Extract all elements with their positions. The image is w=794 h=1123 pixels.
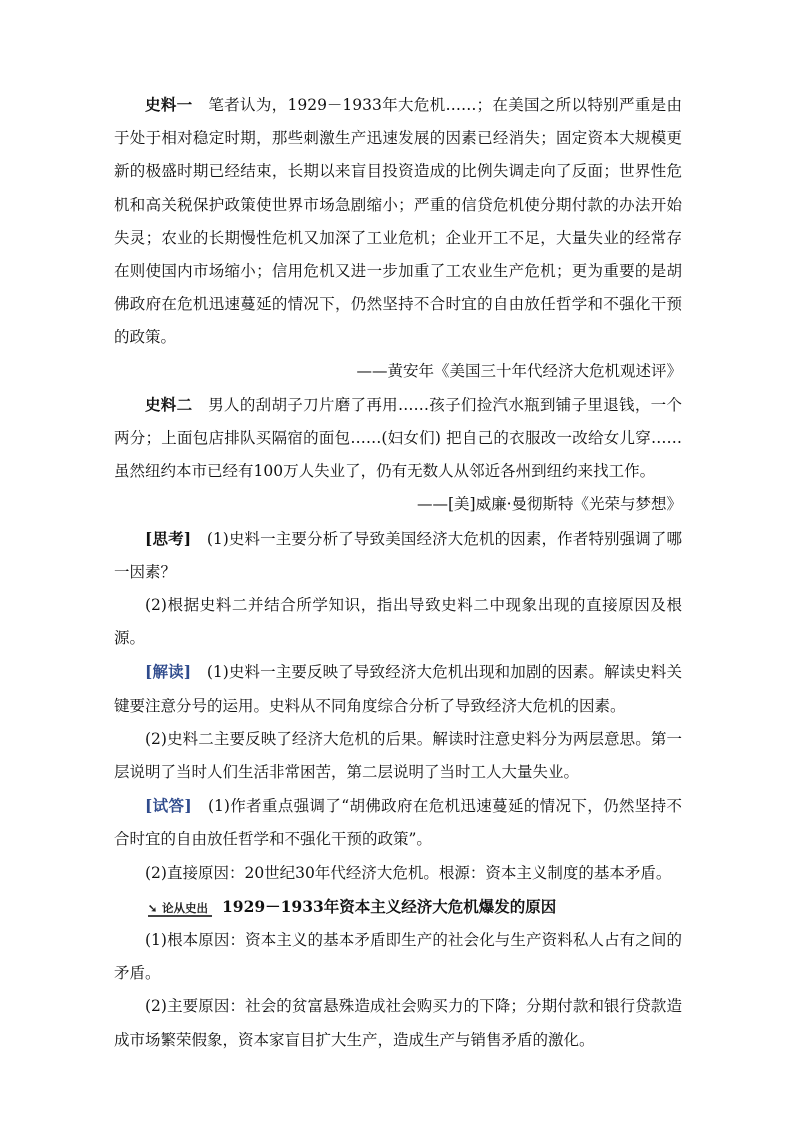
read-tag: [解读] bbox=[145, 662, 192, 682]
answer-paragraph-one bbox=[114, 789, 682, 856]
source-one-label: 史料一 bbox=[145, 95, 193, 114]
lun-badge bbox=[148, 901, 212, 917]
source-one-paragraph bbox=[114, 88, 682, 355]
answer-paragraph-two: (2)直接原因：20世纪30年代经济大危机。根源：资本主义制度的基本矛盾。 bbox=[145, 863, 672, 882]
read-paragraph-one bbox=[114, 655, 682, 722]
read-p1-text: (1)史料一主要反映了导致经济大危机出现和加剧的因素。解读史料关键要注意分号的运用。史料从不同角度综合分析了导致经济大危机的因素。 bbox=[114, 663, 682, 715]
read-paragraph-two: (2)史料二主要反映了经济大危机的后果。解读时注意史料分为两层意思。第一层说明了当时人们生活非常困苦，第二层说明了当时工人大量失业。 bbox=[114, 729, 682, 782]
think-q1-text: (1)史料一主要分析了导致美国经济大危机的因素，作者特别强调了哪一因素？ bbox=[114, 529, 682, 581]
think-question-two: (2)根据史料二并结合所学知识，指出导致史料二中现象出现的直接原因及根源。 bbox=[114, 596, 682, 648]
source-one-text: 笔者认为，1929－1933年大危机……；在美国之所以特别严重是由于处于相对稳定时期，那些刺激生产迅速发展的因素已经消失；固定资本大规模更新的极盛时期已经结束，长期以来盲目投资造成的比例失调走向了反面；世界性危机和高关税保护政策使世界市场急剧缩小；严重的信贷危机使分期付款的办法开始失灵；农业的长期慢性危机又加深了工业危机；企业开工不足，大量失业的经常存在则使国内市场缩小；信用危机又进一步加重了工农业生产危机；更为重要的是胡佛政府在危机迅速蔓延的情况下，仍然坚持不合时宜的自由放任哲学和不强化干预的政策。 bbox=[114, 96, 682, 347]
document-body bbox=[114, 88, 682, 1057]
lun-heading bbox=[114, 890, 682, 924]
source-two-text: 男人的刮胡子刀片磨了再用……孩子们捡汽水瓶到铺子里退钱，一个两分；上面包店排队买隔宿的面包……(妇女们) 把自己的衣服改一改给女儿穿……虽然纽约本市已经有100万人失业了，仍有无数人从邻近各州到纽约来找工作。 bbox=[114, 395, 682, 481]
source-one-citation: ——黄安年《美国三十年代经济大危机观述评》 bbox=[356, 361, 682, 380]
lun-badge-label: 论从史出 bbox=[162, 900, 208, 915]
arrow-icon: ➘ bbox=[148, 901, 158, 915]
think-question-one bbox=[114, 522, 682, 589]
answer-tag: [试答] bbox=[145, 796, 192, 816]
think-tag: [思考] bbox=[145, 528, 192, 548]
lun-paragraph-two: (2)主要原因：社会的贫富悬殊造成社会购买力的下降；分期付款和银行贷款造成市场繁荣假象，资本家盲目扩大生产，造成生产与销售矛盾的激化。 bbox=[114, 997, 682, 1049]
source-two-paragraph bbox=[114, 388, 682, 489]
lun-paragraph-one: (1)根本原因：资本主义的基本矛盾即生产的社会化与生产资料私人占有之间的矛盾。 bbox=[114, 931, 682, 983]
source-two-citation: ——[美]威廉·曼彻斯特《光荣与梦想》 bbox=[416, 495, 682, 514]
lun-title: 1929－1933年资本主义经济大危机爆发的原因 bbox=[222, 896, 557, 916]
answer-p1-text: (1)作者重点强调了“胡佛政府在危机迅速蔓延的情况下，仍然坚持不合时宜的自由放任哲学和不强化干预的政策”。 bbox=[114, 797, 682, 849]
source-two-label: 史料二 bbox=[145, 394, 193, 414]
